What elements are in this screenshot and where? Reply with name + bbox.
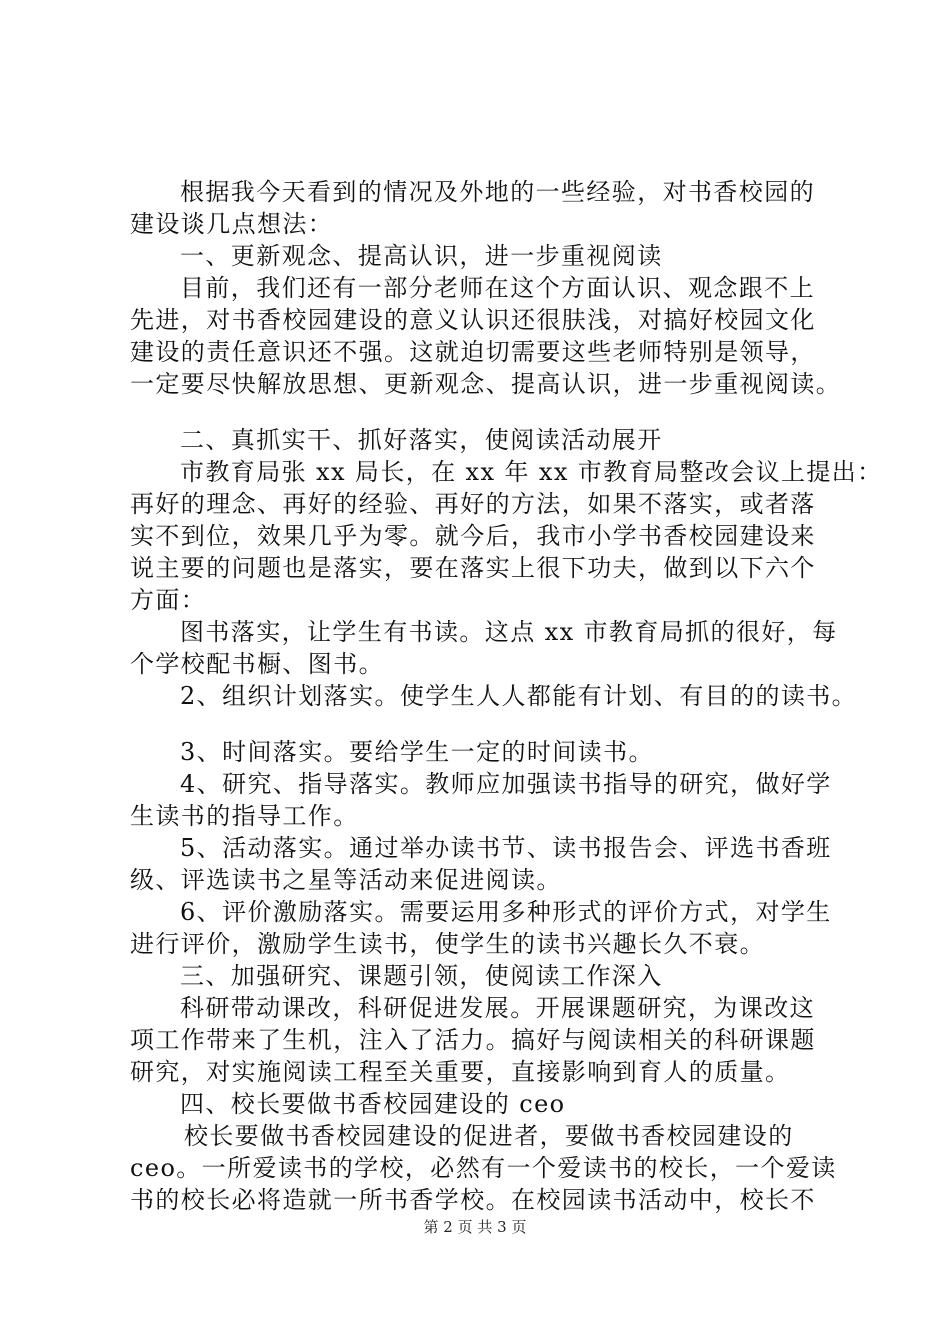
- text-line: 先进，对书香校园建设的意义认识还很肤浅，对搞好校园文化: [130, 306, 816, 334]
- page-number-footer: 第 2 页 共 3 页: [423, 1218, 527, 1236]
- text-line: 科研带动课改，科研促进发展。开展课题研究，为课改这: [180, 994, 815, 1022]
- text-line: 项工作带来了生机，注入了活力。搞好与阅读相关的科研课题: [130, 1026, 816, 1054]
- text-line: 目前，我们还有一部分老师在这个方面认识、观念跟不上: [180, 274, 815, 302]
- text-line: 方面：: [130, 586, 207, 614]
- section-heading: 一、更新观念、提高认识，进一步重视阅读: [180, 242, 663, 270]
- text-line: 根据我今天看到的情况及外地的一些经验，对书香校园的: [180, 178, 815, 206]
- text-line: ceo。一所爱读书的学校，必然有一个爱读书的校长，一个爱读: [130, 1154, 837, 1182]
- text-line: 校长要做书香校园建设的促进者，要做书香校园建设的: [184, 1122, 794, 1150]
- text-line: 市教育局张 xx 局长，在 xx 年 xx 市教育局整改会议上提出：: [180, 458, 883, 486]
- text-line: 图书落实，让学生有书读。这点 xx 市教育局抓的很好，每: [180, 618, 838, 646]
- section-heading: 三、加强研究、课题引领，使阅读工作深入: [180, 962, 663, 990]
- text-line: 再好的理念、再好的经验、再好的方法，如果不落实，或者落: [130, 490, 816, 518]
- text-line: 生读书的指导工作。: [130, 802, 359, 830]
- list-item: 6、评价激励落实。需要运用多种形式的评价方式，对学生: [180, 898, 832, 926]
- list-item: 5、活动落实。通过举办读书节、读书报告会、评选书香班: [180, 834, 832, 862]
- text-line: 进行评价，激励学生读书，使学生的读书兴趣长久不衰。: [130, 930, 765, 958]
- text-line: 一定要尽快解放思想、更新观念、提高认识，进一步重视阅读。: [130, 370, 842, 398]
- text-line: 实不到位，效果几乎为零。就今后，我市小学书香校园建设来: [130, 522, 816, 550]
- list-item: 3、时间落实。要给学生一定的时间读书。: [180, 738, 654, 766]
- list-item: 4、研究、指导落实。教师应加强读书指导的研究，做好学: [180, 770, 832, 798]
- text-line: 研究，对实施阅读工程至关重要，直接影响到育人的质量。: [130, 1058, 791, 1086]
- text-line: 建设的责任意识还不强。这就迫切需要这些老师特别是领导，: [130, 338, 816, 366]
- section-heading: 二、真抓实干、抓好落实，使阅读活动展开: [180, 426, 663, 454]
- text-line: 个学校配书橱、图书。: [130, 650, 384, 678]
- text-line: 说主要的问题也是落实，要在落实上很下功夫，做到以下六个: [130, 554, 816, 582]
- list-item: 2、组织计划落实。使学生人人都能有计划、有目的的读书。: [180, 682, 858, 710]
- section-heading: 四、校长要做书香校园建设的 ceo: [180, 1090, 566, 1118]
- text-line: 建设谈几点想法：: [130, 210, 334, 238]
- text-line: 级、评选读书之星等活动来促进阅读。: [130, 866, 562, 894]
- text-line: 书的校长必将造就一所书香学校。在校园读书活动中，校长不: [130, 1186, 816, 1214]
